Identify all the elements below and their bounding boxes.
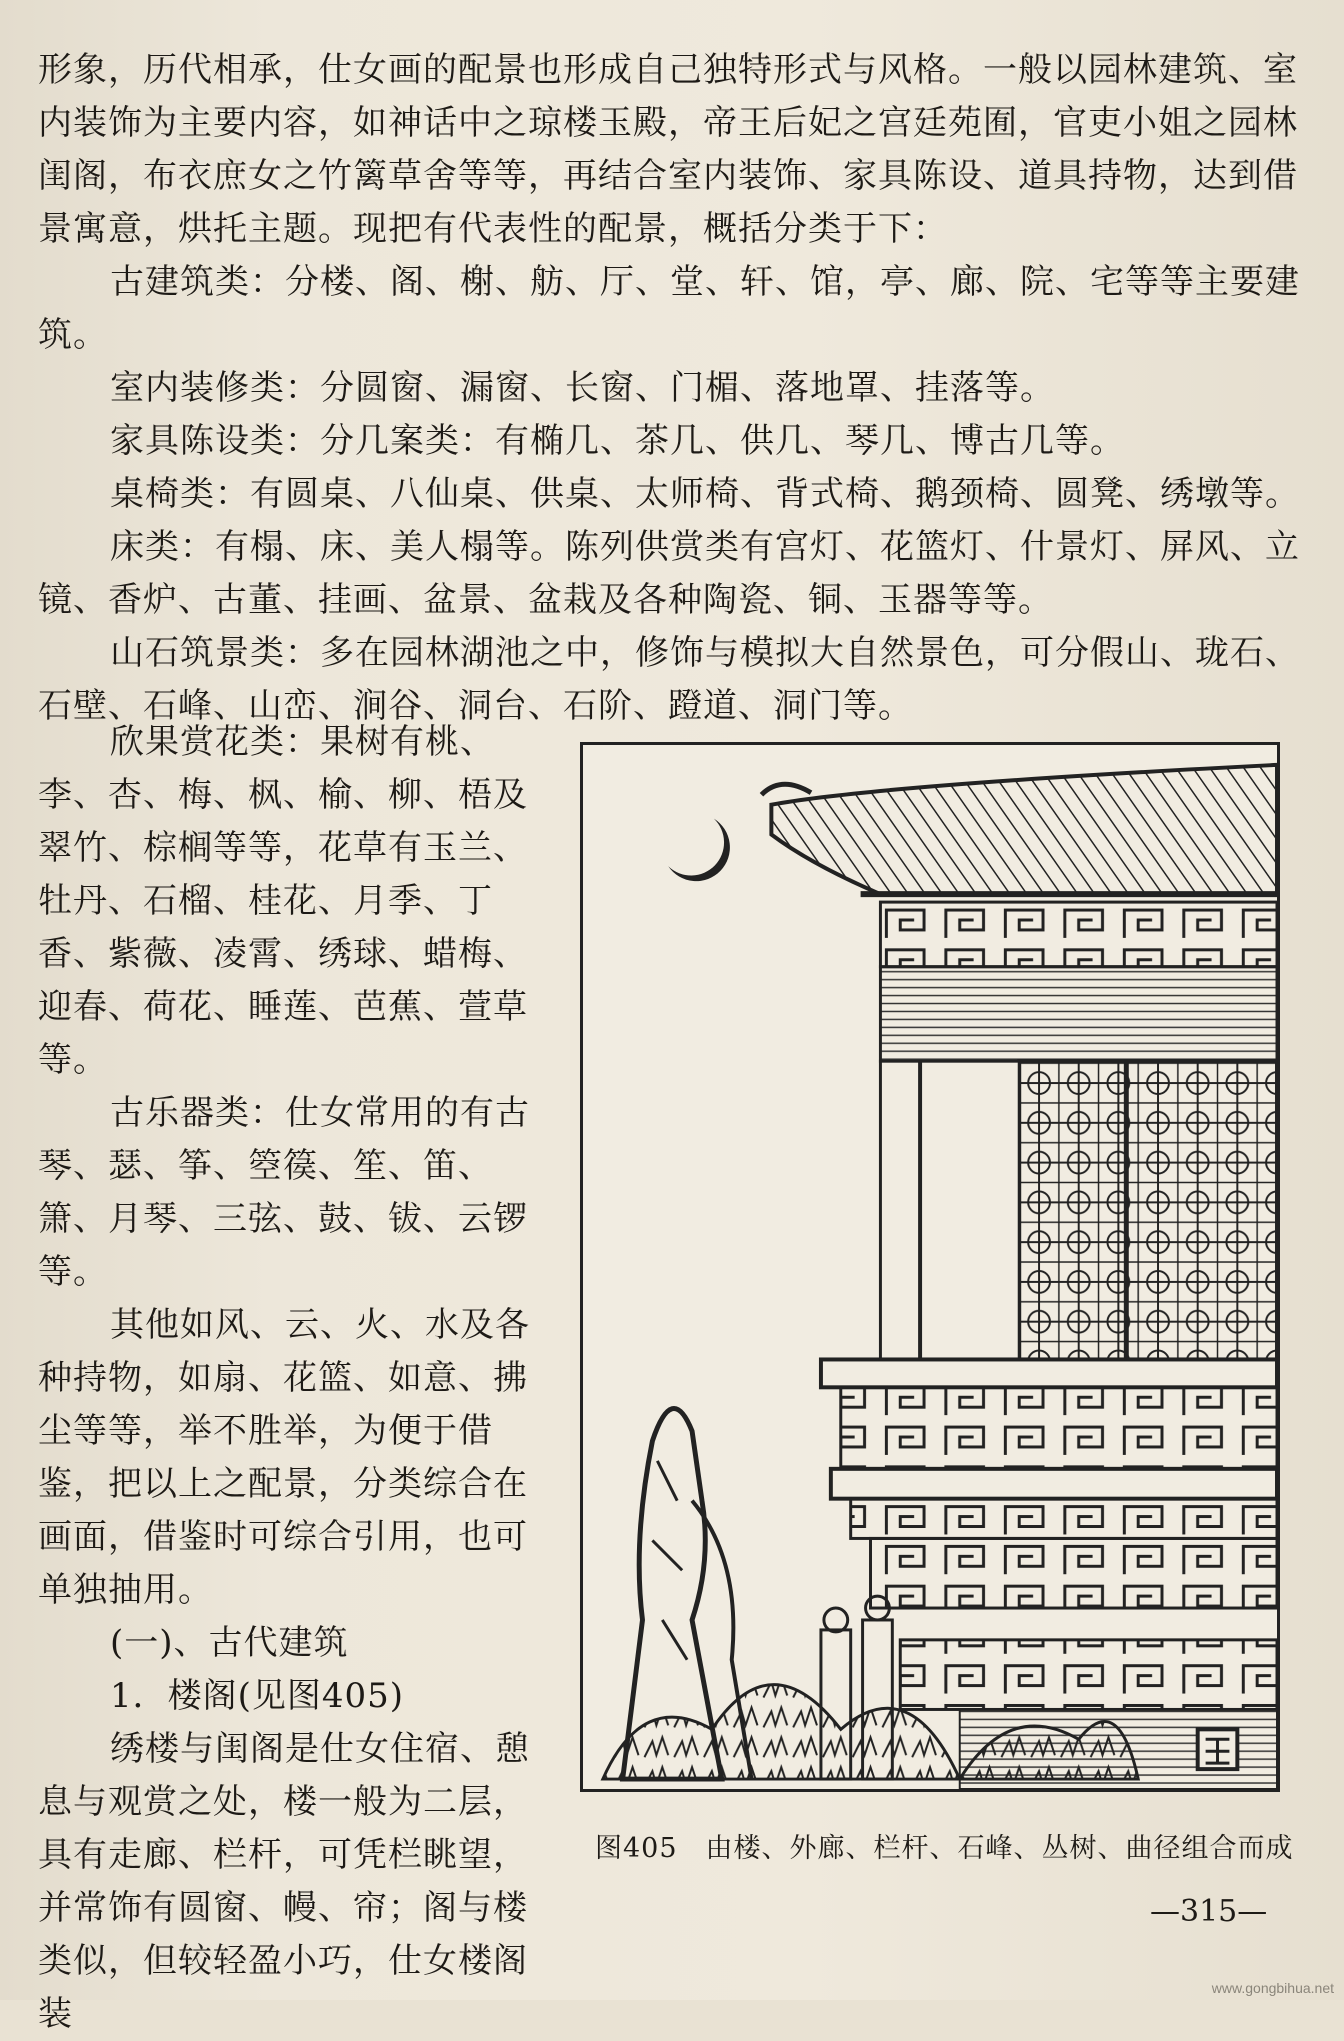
- figure-caption: 图405 由楼、外廊、栏杆、石峰、丛树、曲径组合而成: [595, 1833, 1294, 1864]
- moon-icon: [668, 819, 730, 882]
- left-column-text: [38, 716, 548, 2041]
- paragraph-instruments: 古乐器类：仕女常用的有古琴、瑟、筝、箜篌、笙、笛、箫、月琴、三弦、鼓、钹、云锣等。: [38, 1093, 530, 1292]
- paragraph-fruits-flowers: 欣果赏花类：果树有桃、李、杏、梅、枫、榆、柳、梧及翠竹、棕榈等等，花草有玉兰、牡丹、石榴、桂花、月季、丁香、紫薇、凌霄、绣球、蜡梅、迎春、荷花、睡莲、芭蕉、萱草等。: [38, 722, 528, 1080]
- paragraph-others: 其他如风、云、火、水及各种持物，如扇、花篮、如意、拂尘等等，举不胜举，为便于借鉴，把以上之配景，分类综合在画面，借鉴时可综合引用，也可单独抽用。: [38, 1305, 530, 1610]
- subsection-heading: 1．楼阁(见图405): [110, 1676, 405, 1716]
- figure-405-illustration: [580, 742, 1280, 1792]
- paragraph-intro: 形象，历代相承，仕女画的配景也形成自己独特形式与风格。一般以园林建筑、室内装饰为主要内容，如神话中之琼楼玉殿，帝王后妃之宫廷苑囿，官吏小姐之园林闺阁，布衣庶女之竹篱草舍等等，再结合室内装饰、家具陈设、道具持物，达到借景寓意，烘托主题。现把有代表性的配景，概括分类于下：: [38, 50, 1298, 249]
- paragraph-interior-decoration: 室内装修类：分圆窗、漏窗、长窗、门楣、落地罩、挂落等。: [110, 368, 1055, 408]
- paragraph-beds-display: 床类：有榻、床、美人榻等。陈列供赏类有宫灯、花篮灯、什景灯、屏风、立镜、香炉、古董、挂画、盆景、盆栽及各种陶瓷、铜、玉器等等。: [38, 527, 1300, 620]
- paragraph-ancient-architecture: 古建筑类：分楼、阁、榭、舫、厅、堂、轩、馆，亭、廊、院、宅等等主要建筑。: [38, 262, 1300, 355]
- section-heading: (一)、古代建筑: [110, 1623, 349, 1663]
- top-text-block: [38, 44, 1308, 733]
- pavilion-drawing: [583, 745, 1277, 1789]
- watermark-url: www.gongbihua.net: [1211, 1980, 1334, 1996]
- paragraph-pavilion: 绣楼与闺阁是仕女住宿、憩息与观赏之处，楼一般为二层，具有走廊、栏杆，可凭栏眺望，并常饰有圆窗、幔、帘；阁与楼类似，但较轻盈小巧，仕女楼阁装: [38, 1729, 530, 2034]
- paragraph-rockery: 山石筑景类：多在园林湖池之中，修饰与模拟大自然景色，可分假山、珑石、石壁、石峰、山峦、涧谷、洞台、石阶、蹬道、洞门等。: [38, 633, 1300, 726]
- paragraph-furniture: 家具陈设类：分几案类：有椭几、茶几、供几、琴几、博古几等。: [110, 421, 1125, 461]
- paragraph-tables-chairs: 桌椅类：有圆桌、八仙桌、供桌、太师椅、背式椅、鹅颈椅、圆凳、绣墩等。: [110, 474, 1300, 514]
- page-number: —315—: [1150, 1894, 1268, 1929]
